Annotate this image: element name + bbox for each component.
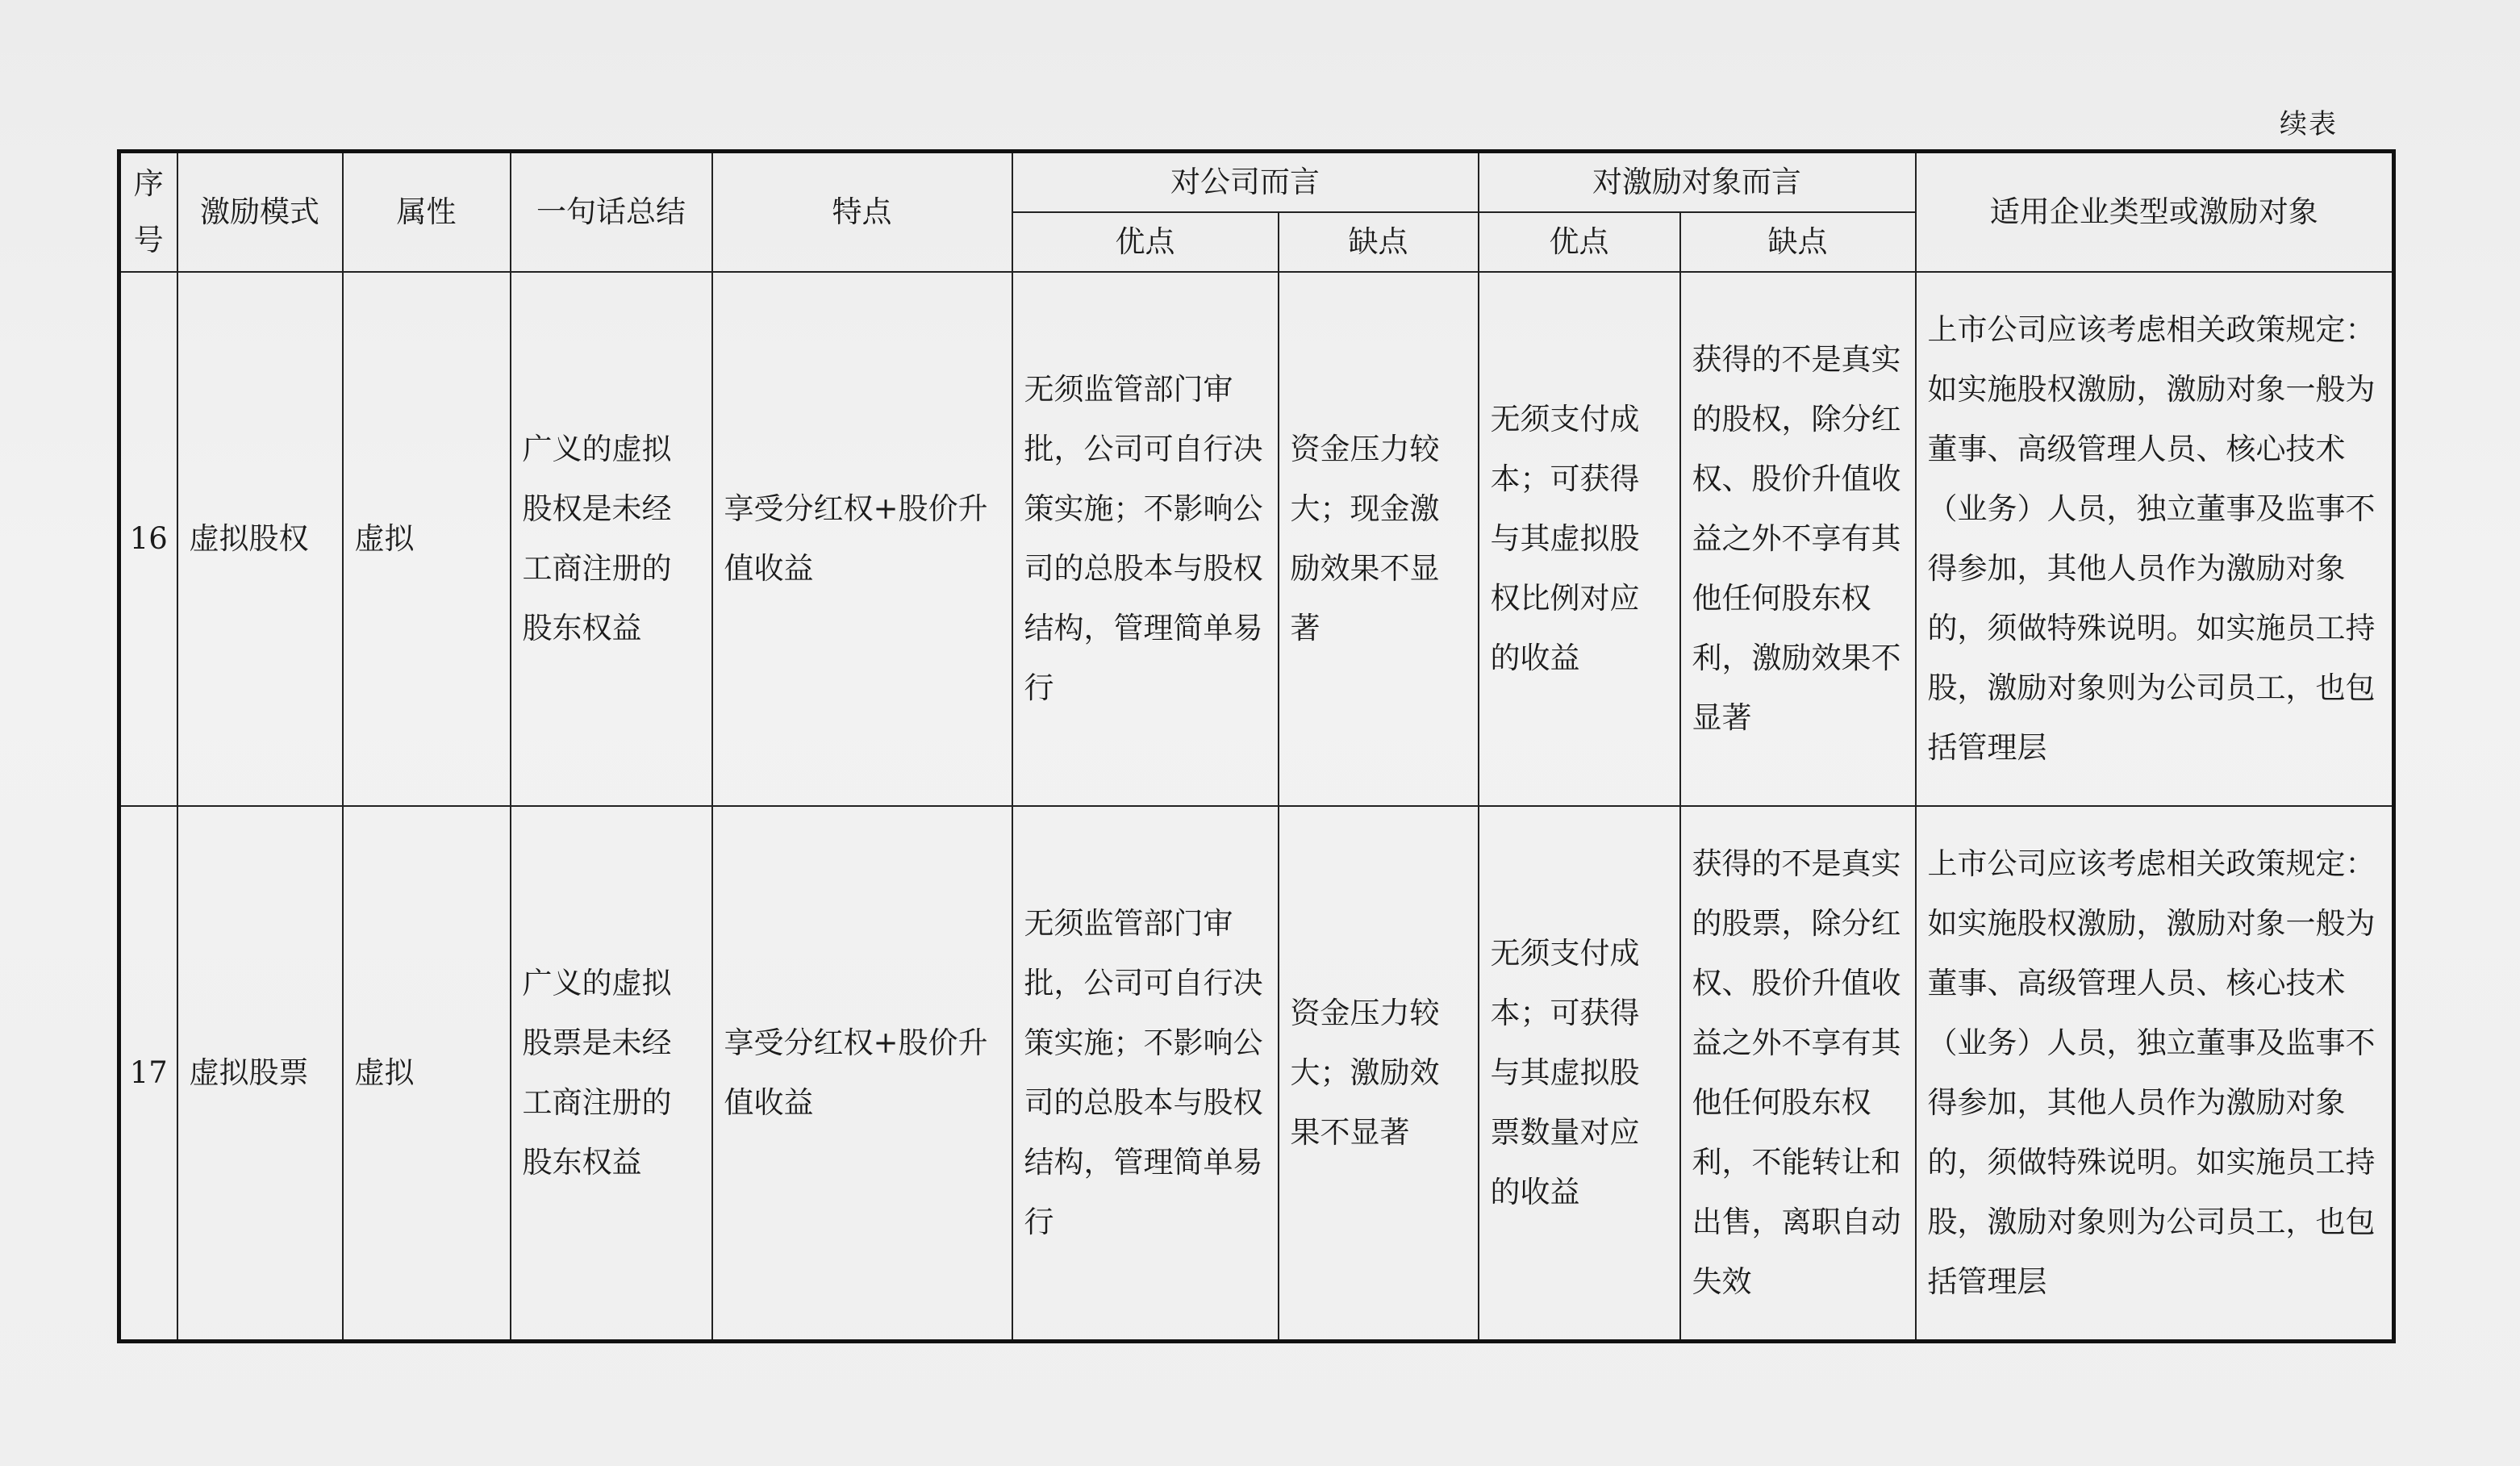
cell-company-cons: 资金压力较大；现金激励效果不显著 — [1279, 272, 1479, 806]
cell-index: 16 — [119, 272, 177, 806]
cell-mode: 虚拟股票 — [177, 806, 343, 1342]
cell-target-pros: 无须支付成本；可获得与其虚拟股权比例对应的收益 — [1479, 272, 1680, 806]
header-target-cons: 缺点 — [1680, 212, 1916, 272]
table-row — [119, 806, 2394, 1342]
cell-target-cons: 获得的不是真实的股票，除分红权、股价升值收益之外不享有其他任何股东权利，不能转让和出售，离职自动失效 — [1680, 806, 1916, 1342]
cell-applicable: 上市公司应该考虑相关政策规定：如实施股权激励，激励对象一般为董事、高级管理人员、核心技术（业务）人员，独立董事及监事不得参加，其他人员作为激励对象的，须做特殊说明。如实施员工持股，激励对象则为公司员工，也包括管理层 — [1916, 272, 2394, 806]
cell-company-pros: 无须监管部门审批，公司可自行决策实施；不影响公司的总股本与股权结构，管理简单易行 — [1012, 272, 1279, 806]
header-applicable: 适用企业类型或激励对象 — [1916, 152, 2394, 273]
cell-company-cons: 资金压力较大；激励效果不显著 — [1279, 806, 1479, 1342]
header-attribute: 属性 — [343, 152, 511, 273]
header-company: 对公司而言 — [1012, 152, 1479, 213]
header-target: 对激励对象而言 — [1479, 152, 1916, 213]
table-row — [119, 272, 2394, 806]
cell-applicable: 上市公司应该考虑相关政策规定：如实施股权激励，激励对象一般为董事、高级管理人员、核心技术（业务）人员，独立董事及监事不得参加，其他人员作为激励对象的，须做特殊说明。如实施员工持股，激励对象则为公司员工，也包括管理层 — [1916, 806, 2394, 1342]
cell-attribute: 虚拟 — [343, 272, 511, 806]
header-company-cons: 缺点 — [1279, 212, 1479, 272]
continued-label: 续表 — [2280, 108, 2338, 140]
header-summary: 一句话总结 — [511, 152, 712, 273]
cell-index: 17 — [119, 806, 177, 1342]
cell-mode: 虚拟股权 — [177, 272, 343, 806]
header-mode: 激励模式 — [177, 152, 343, 273]
cell-summary: 广义的虚拟股票是未经工商注册的股东权益 — [511, 806, 712, 1342]
header-target-pros: 优点 — [1479, 212, 1680, 272]
cell-features: 享受分红权+股价升值收益 — [712, 806, 1012, 1342]
cell-target-cons: 获得的不是真实的股权，除分红权、股价升值收益之外不享有其他任何股东权利，激励效果不显著 — [1680, 272, 1916, 806]
header-features: 特点 — [712, 152, 1012, 273]
cell-attribute: 虚拟 — [343, 806, 511, 1342]
incentive-table — [117, 149, 2396, 1343]
cell-company-pros: 无须监管部门审批，公司可自行决策实施；不影响公司的总股本与股权结构，管理简单易行 — [1012, 806, 1279, 1342]
cell-summary: 广义的虚拟股权是未经工商注册的股东权益 — [511, 272, 712, 806]
header-company-pros: 优点 — [1012, 212, 1279, 272]
cell-target-pros: 无须支付成本；可获得与其虚拟股票数量对应的收益 — [1479, 806, 1680, 1342]
cell-features: 享受分红权+股价升值收益 — [712, 272, 1012, 806]
header-index: 序号 — [119, 152, 177, 273]
